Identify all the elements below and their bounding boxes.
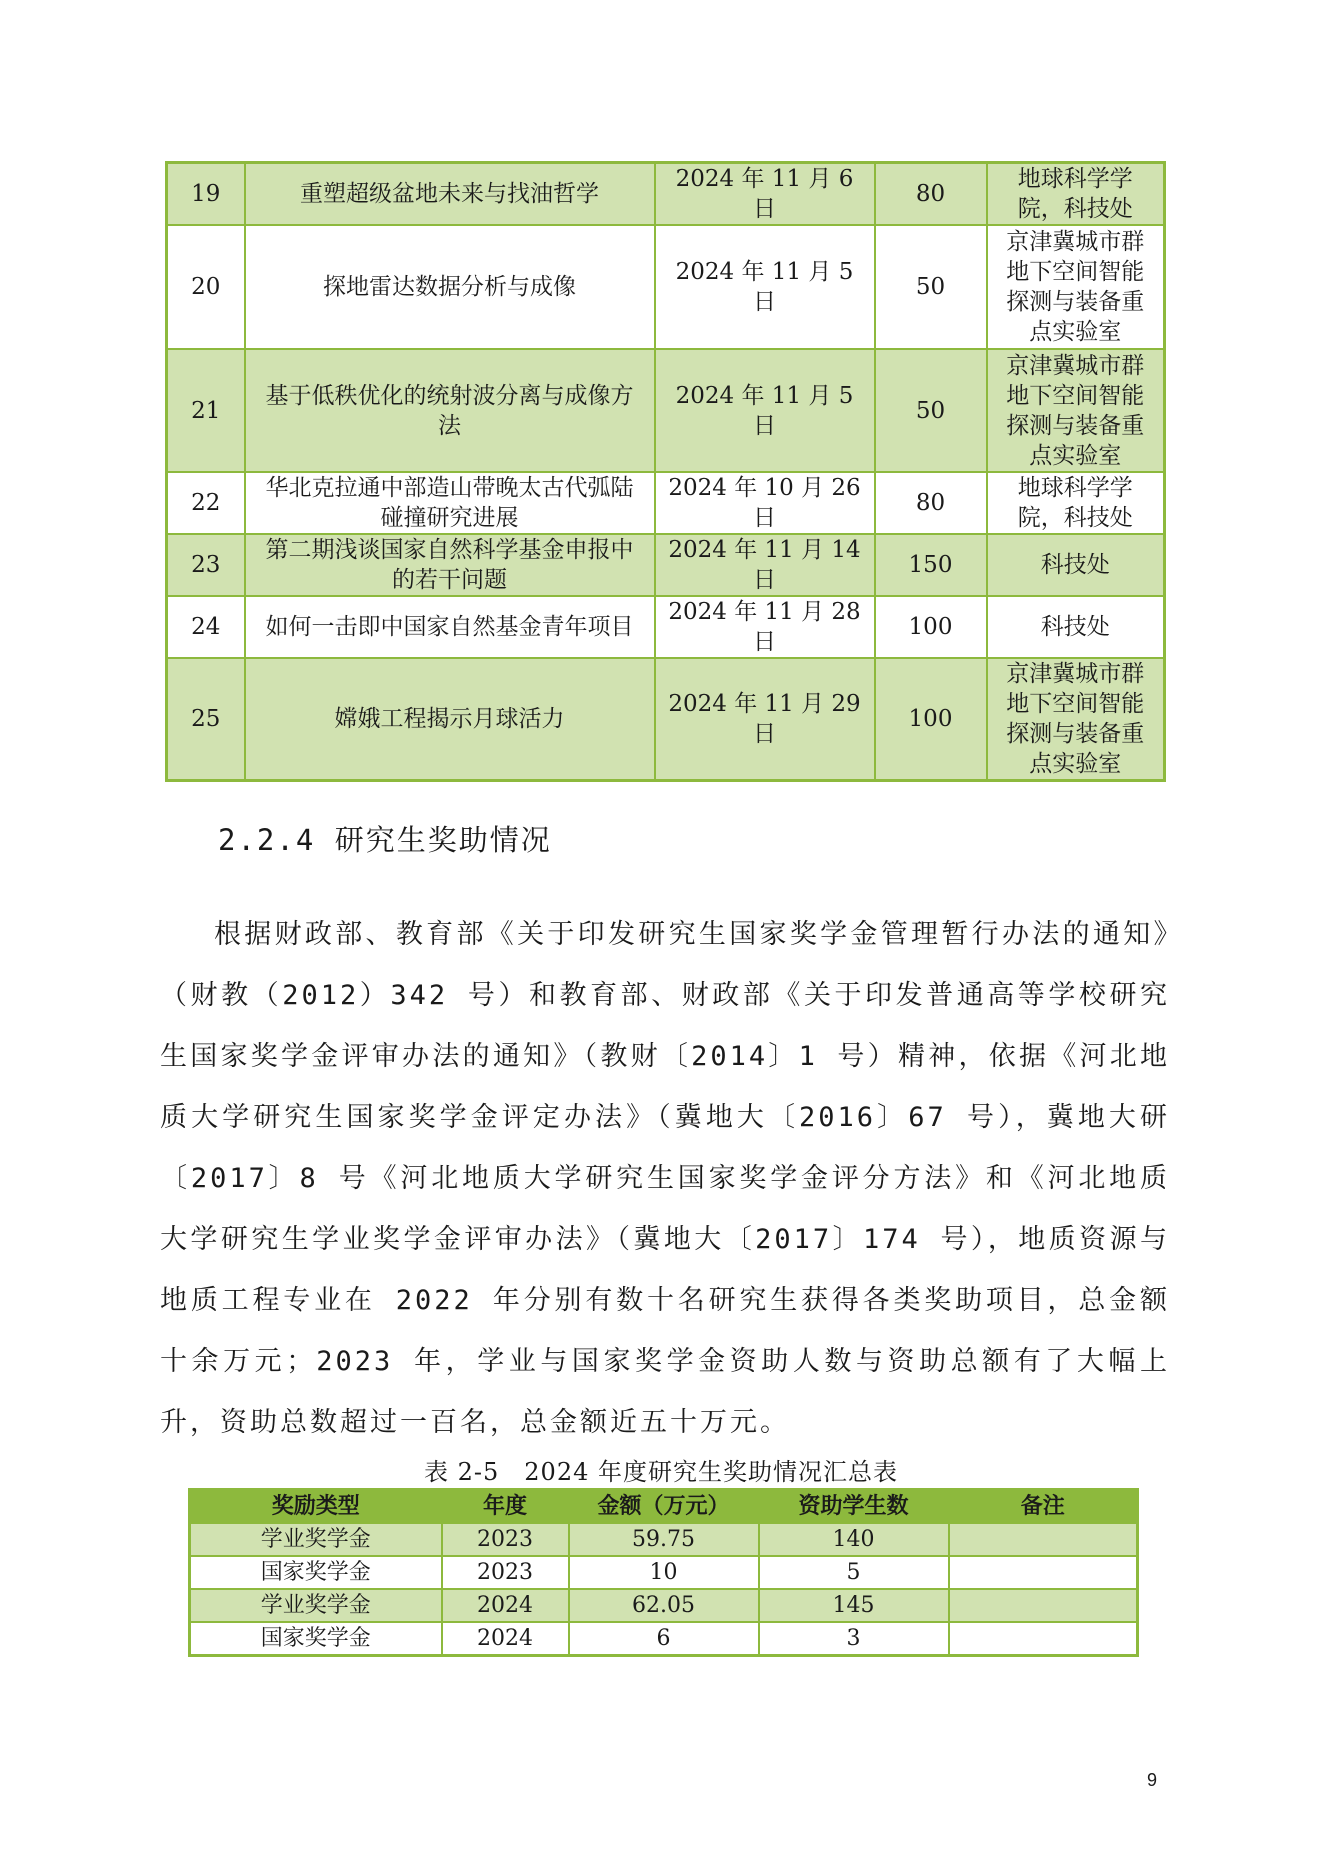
attendee-count: 80 (875, 472, 987, 534)
table-row (167, 163, 1165, 226)
award-year: 2023 (442, 1523, 569, 1556)
lecture-date: 2024 年 11 月 5 日 (655, 225, 875, 349)
award-year: 2024 (442, 1622, 569, 1656)
table-row (190, 1589, 1138, 1622)
award-amount: 62.05 (569, 1589, 759, 1622)
table-row (190, 1556, 1138, 1589)
award-note (949, 1523, 1138, 1556)
lecture-table (165, 161, 1166, 782)
table-header-row (190, 1490, 1138, 1524)
award-table (188, 1488, 1139, 1657)
column-header: 备注 (949, 1490, 1138, 1524)
table-row (167, 225, 1165, 349)
lecture-title: 第二期浅谈国家自然科学基金申报中的若干问题 (245, 534, 655, 596)
attendee-count: 100 (875, 596, 987, 658)
row-number: 24 (167, 596, 245, 658)
attendee-count: 50 (875, 349, 987, 472)
student-count: 140 (759, 1523, 949, 1556)
row-number: 23 (167, 534, 245, 596)
row-number: 22 (167, 472, 245, 534)
row-number: 20 (167, 225, 245, 349)
organizer: 科技处 (987, 534, 1165, 596)
organizer: 京津冀城市群地下空间智能探测与装备重点实验室 (987, 349, 1165, 472)
attendee-count: 100 (875, 658, 987, 781)
award-type: 国家奖学金 (190, 1622, 442, 1656)
award-note (949, 1589, 1138, 1622)
column-header: 年度 (442, 1490, 569, 1524)
row-number: 25 (167, 658, 245, 781)
lecture-title: 基于低秩优化的统射波分离与成像方法 (245, 349, 655, 472)
table-row (167, 472, 1165, 534)
lecture-title: 华北克拉通中部造山带晚太古代弧陆碰撞研究进展 (245, 472, 655, 534)
lecture-date: 2024 年 11 月 28 日 (655, 596, 875, 658)
student-count: 3 (759, 1622, 949, 1656)
organizer: 京津冀城市群地下空间智能探测与装备重点实验室 (987, 658, 1165, 781)
award-year: 2023 (442, 1556, 569, 1589)
table-row (167, 349, 1165, 472)
award-amount: 59.75 (569, 1523, 759, 1556)
page-number: 9 (1147, 1770, 1158, 1790)
award-type: 学业奖学金 (190, 1589, 442, 1622)
table-row (167, 596, 1165, 658)
award-type: 国家奖学金 (190, 1556, 442, 1589)
column-header: 资助学生数 (759, 1490, 949, 1524)
organizer: 科技处 (987, 596, 1165, 658)
column-header: 金额（万元） (569, 1490, 759, 1524)
lecture-title: 重塑超级盆地未来与找油哲学 (245, 163, 655, 226)
paragraph-text: 根据财政部、教育部《关于印发研究生国家奖学金管理暂行办法的通知》（财教（2012）342 号）和教育部、财政部《关于印发普通高等学校研究生国家奖学金评审办法的通知》（教财〔2014〕1 号）精神，依据《河北地质大学研究生国家奖学金评定办法》（冀地大〔2016〕67 号），冀地大研〔2017〕8 号《河北地质大学研究生国家奖学金评分方法》和《河北地质大学研究生学业奖学金评审办法》（冀地大〔2017〕174 号），地质资源与地质工程专业在 2022 年分别有数十名研究生获得各类奖助项目，总金额十余万元；2023 年，学业与国家奖学金资助人数与资助总额有了大幅上升，资助总数超过一百名，总金额近五十万元。 (160, 919, 1170, 1438)
lecture-title: 探地雷达数据分析与成像 (245, 225, 655, 349)
lecture-date: 2024 年 11 月 14 日 (655, 534, 875, 596)
row-number: 19 (167, 163, 245, 226)
lecture-date: 2024 年 11 月 5 日 (655, 349, 875, 472)
lecture-date: 2024 年 11 月 6 日 (655, 163, 875, 226)
body-paragraph (160, 904, 1170, 1453)
student-count: 5 (759, 1556, 949, 1589)
section-heading: 2.2.4 研究生奖助情况 (218, 823, 552, 857)
table-caption: 表 2-5 2024 年度研究生奖助情况汇总表 (424, 1458, 898, 1486)
attendee-count: 150 (875, 534, 987, 596)
lecture-date: 2024 年 11 月 29 日 (655, 658, 875, 781)
award-amount: 10 (569, 1556, 759, 1589)
lecture-title: 嫦娥工程揭示月球活力 (245, 658, 655, 781)
table-row (190, 1622, 1138, 1656)
lecture-date: 2024 年 10 月 26 日 (655, 472, 875, 534)
student-count: 145 (759, 1589, 949, 1622)
award-type: 学业奖学金 (190, 1523, 442, 1556)
award-year: 2024 (442, 1589, 569, 1622)
organizer: 地球科学学院，科技处 (987, 163, 1165, 226)
award-note (949, 1556, 1138, 1589)
table-row (167, 534, 1165, 596)
organizer: 地球科学学院，科技处 (987, 472, 1165, 534)
award-amount: 6 (569, 1622, 759, 1656)
column-header: 奖励类型 (190, 1490, 442, 1524)
table-row (190, 1523, 1138, 1556)
lecture-title: 如何一击即中国家自然基金青年项目 (245, 596, 655, 658)
award-note (949, 1622, 1138, 1656)
organizer: 京津冀城市群地下空间智能探测与装备重点实验室 (987, 225, 1165, 349)
table-row (167, 658, 1165, 781)
attendee-count: 80 (875, 163, 987, 226)
attendee-count: 50 (875, 225, 987, 349)
row-number: 21 (167, 349, 245, 472)
